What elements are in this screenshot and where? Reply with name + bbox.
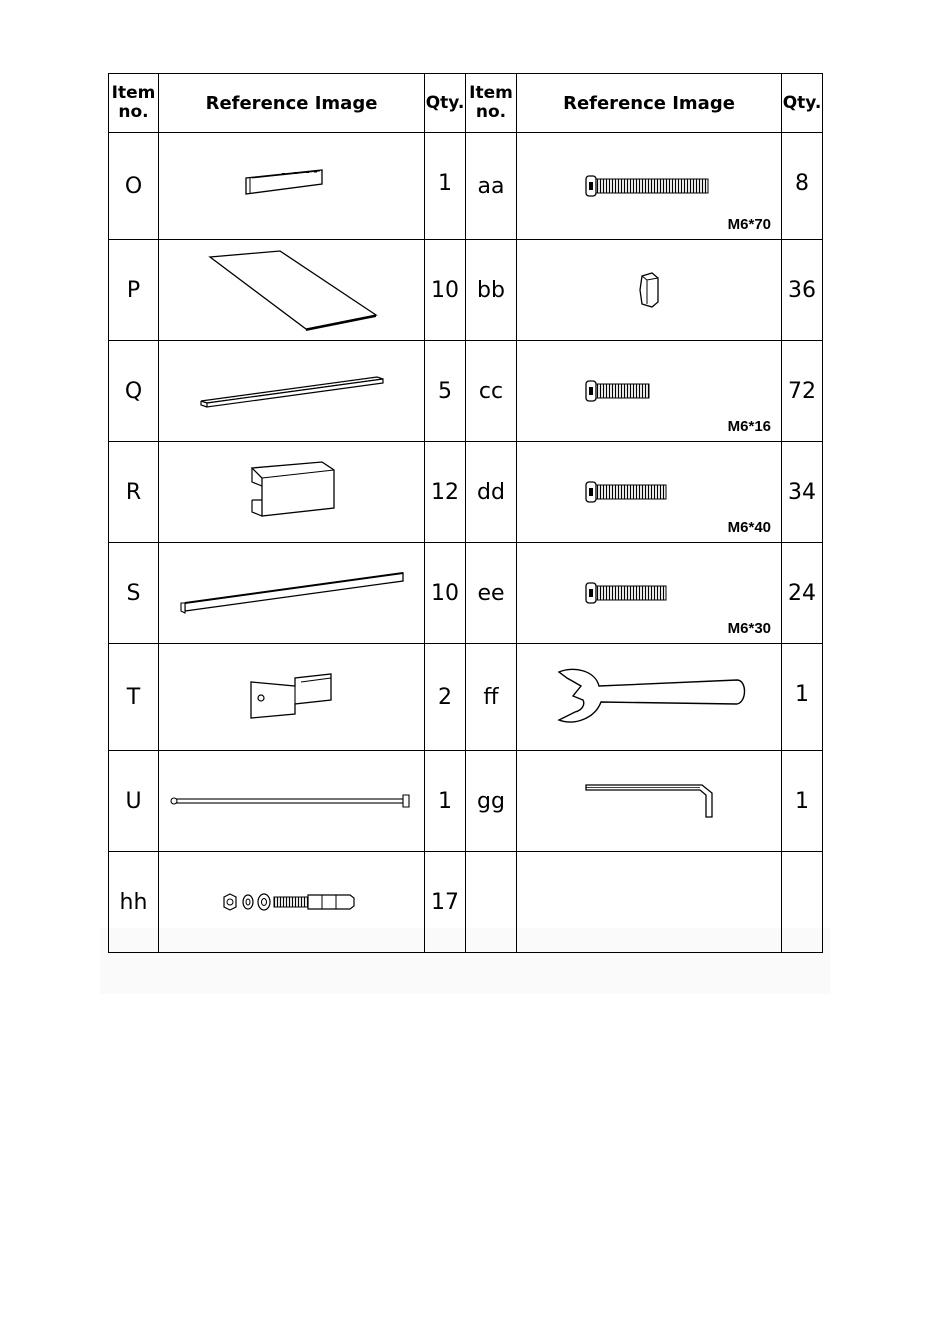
bolt-icon	[584, 376, 714, 406]
c-bracket-icon	[242, 460, 342, 524]
reference-image	[517, 852, 782, 953]
table-row	[109, 133, 823, 240]
header-item-no: Item no.	[109, 74, 159, 133]
item-no: dd	[466, 442, 517, 543]
table-row	[109, 240, 823, 341]
item-no: ff	[466, 644, 517, 751]
bolt-size-label: M6*30	[727, 620, 771, 637]
qty-value: 17	[425, 852, 466, 953]
qty-value	[782, 852, 823, 953]
reference-image	[159, 751, 425, 852]
qty-value: 10	[425, 543, 466, 644]
item-no: bb	[466, 240, 517, 341]
wrench-icon	[549, 666, 749, 728]
reference-image	[517, 751, 782, 852]
angle-bracket-icon	[247, 672, 337, 722]
item-no: P	[109, 240, 159, 341]
header-row	[109, 74, 823, 133]
table-row	[109, 852, 823, 953]
item-no: cc	[466, 341, 517, 442]
qty-value: 10	[425, 240, 466, 341]
reference-image	[159, 240, 425, 341]
header-qty: Qty.	[425, 74, 466, 133]
reference-image	[159, 644, 425, 751]
qty-value: 12	[425, 442, 466, 543]
parts-table	[108, 73, 823, 953]
item-no: Q	[109, 341, 159, 442]
header-reference-image: Reference Image	[517, 74, 782, 133]
item-no: gg	[466, 751, 517, 852]
qty-value: 1	[782, 644, 823, 751]
bolt-icon	[584, 578, 714, 608]
qty-value: 34	[782, 442, 823, 543]
qty-value: 1	[425, 751, 466, 852]
header-item-no: Item no.	[466, 74, 517, 133]
table-row	[109, 644, 823, 751]
panel-sheet-icon	[202, 249, 382, 331]
table-row	[109, 341, 823, 442]
item-no: hh	[109, 852, 159, 953]
bolt-icon	[584, 171, 714, 201]
reference-image	[517, 133, 782, 240]
qty-value: 2	[425, 644, 466, 751]
reference-image	[159, 543, 425, 644]
bolt-size-label: M6*70	[727, 216, 771, 233]
qty-value: 1	[425, 133, 466, 240]
reference-image	[159, 133, 425, 240]
table-row	[109, 751, 823, 852]
reference-image	[517, 442, 782, 543]
header-qty: Qty.	[782, 74, 823, 133]
bolt-icon	[584, 477, 714, 507]
item-no	[466, 852, 517, 953]
table-row	[109, 543, 823, 644]
reference-image	[517, 341, 782, 442]
allen-key-icon	[584, 781, 714, 821]
bolt-size-label: M6*40	[727, 519, 771, 536]
qty-value: 5	[425, 341, 466, 442]
qty-value: 36	[782, 240, 823, 341]
header-reference-image: Reference Image	[159, 74, 425, 133]
long-bar-icon	[177, 569, 407, 617]
long-rail-icon	[197, 371, 387, 411]
bolt-size-label: M6*16	[727, 418, 771, 435]
reference-image	[517, 543, 782, 644]
reference-image	[159, 341, 425, 442]
reference-image	[159, 442, 425, 543]
channel-bracket-icon	[242, 166, 342, 206]
qty-value: 8	[782, 133, 823, 240]
item-no: S	[109, 543, 159, 644]
reference-image	[517, 644, 782, 751]
item-no: R	[109, 442, 159, 543]
item-no: U	[109, 751, 159, 852]
anchor-set-icon	[222, 889, 362, 915]
qty-value: 72	[782, 341, 823, 442]
reference-image	[517, 240, 782, 341]
tie-rod-icon	[169, 791, 414, 811]
item-no: T	[109, 644, 159, 751]
item-no: aa	[466, 133, 517, 240]
qty-value: 1	[782, 751, 823, 852]
hex-nut-icon	[637, 270, 661, 310]
reference-image	[159, 852, 425, 953]
item-no: O	[109, 133, 159, 240]
item-no: ee	[466, 543, 517, 644]
qty-value: 24	[782, 543, 823, 644]
table-row	[109, 442, 823, 543]
